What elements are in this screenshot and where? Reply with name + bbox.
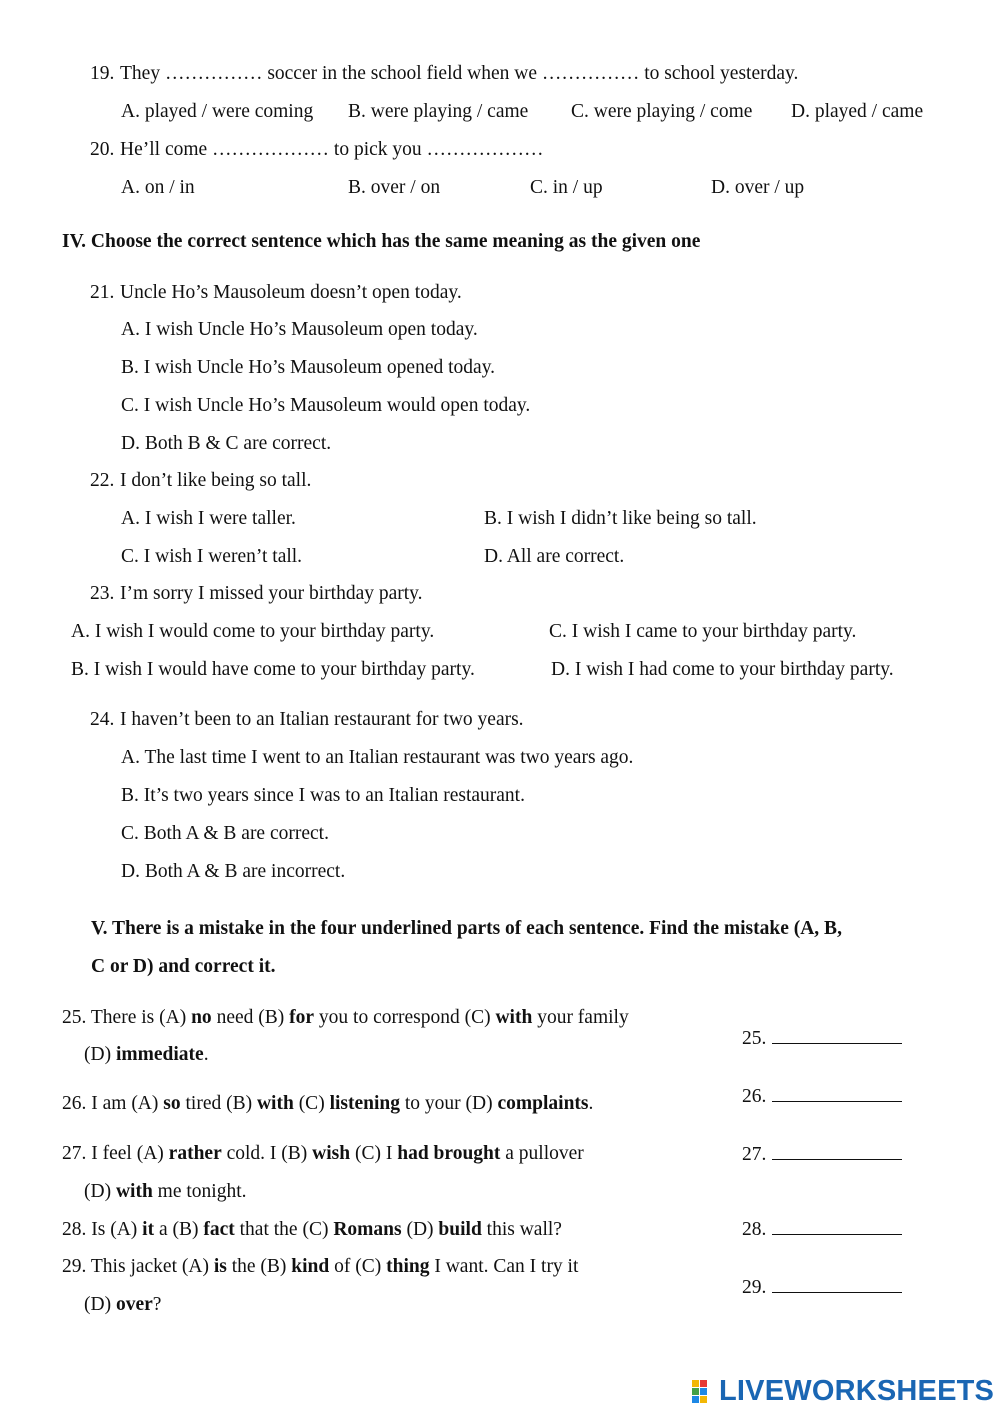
q20-option-d[interactable]: D. over / up (711, 177, 805, 198)
answer-28-blank[interactable] (772, 1216, 902, 1235)
question-number: 23. (90, 583, 115, 604)
question-stem: I’m sorry I missed your birthday party. (120, 583, 423, 604)
question-26: 26. I am (A) so tired (B) with (C) listening to your (D) complaints. (62, 1093, 594, 1114)
underlined-part-c: had brought (397, 1143, 501, 1164)
answer-29-blank[interactable] (772, 1274, 902, 1293)
q24-option-c[interactable]: C. Both A & B are correct. (121, 823, 329, 844)
answer-27-blank[interactable] (772, 1141, 902, 1160)
underlined-part-b: fact (203, 1219, 235, 1240)
question-number: 22. (90, 470, 115, 491)
answer-29: 29. (742, 1274, 902, 1300)
liveworksheets-logo-icon (692, 1378, 716, 1404)
question-21 (90, 281, 462, 305)
underlined-part-d: with (115, 1181, 153, 1202)
underlined-part-d: immediate (115, 1044, 204, 1065)
section-4-heading: IV. Choose the correct sentence which has the same meaning as the given one (62, 231, 701, 252)
question-22 (90, 469, 311, 493)
underlined-part-c: thing (386, 1256, 430, 1277)
brand-text: LIVEWORKSHEETS (719, 1374, 995, 1407)
underlined-part-d: build (438, 1219, 482, 1240)
answer-26: 26. (742, 1083, 902, 1109)
answer-26-blank[interactable] (772, 1083, 902, 1102)
q19-option-d[interactable]: D. played / came (791, 101, 924, 122)
q24-option-d[interactable]: D. Both A & B are incorrect. (121, 861, 346, 882)
liveworksheets-logo (692, 1376, 994, 1406)
q22-option-c[interactable]: C. I wish I weren’t tall. (121, 546, 303, 567)
underlined-part-d: over (115, 1294, 153, 1315)
question-number: 19. (90, 63, 115, 84)
q24-option-a[interactable]: A. The last time I went to an Italian restaurant was two years ago. (121, 747, 634, 768)
underlined-part-b: kind (291, 1256, 330, 1277)
question-number: 21. (90, 282, 115, 303)
q21-option-d[interactable]: D. Both B & C are correct. (121, 433, 332, 454)
q20-option-a[interactable]: A. on / in (121, 177, 195, 198)
question-27-line1: 27. I feel (A) rather cold. I (B) wish (C) I had brought a pullover (62, 1143, 584, 1164)
q19-option-b[interactable]: B. were playing / came (348, 101, 529, 122)
question-28: 28. Is (A) it a (B) fact that the (C) Romans (D) build this wall? (62, 1219, 562, 1240)
underlined-part-b: with (256, 1093, 294, 1114)
q20-option-c[interactable]: C. in / up (530, 177, 603, 198)
question-number: 24. (90, 709, 115, 730)
underlined-part-c: listening (329, 1093, 400, 1114)
q21-option-b[interactable]: B. I wish Uncle Ho’s Mausoleum opened today. (121, 357, 496, 378)
underlined-part-a: it (142, 1219, 155, 1240)
answer-25: 25. (742, 1025, 902, 1051)
q23-option-c[interactable]: C. I wish I came to your birthday party. (549, 621, 857, 642)
question-stem: He’ll come ……………… to pick you ……………… (120, 139, 544, 160)
underlined-part-a: no (191, 1007, 212, 1028)
question-25-line2: (D) immediate. (84, 1044, 209, 1065)
question-27-line2: (D) with me tonight. (84, 1181, 247, 1202)
question-29-line2: (D) over? (84, 1294, 162, 1315)
answer-27: 27. (742, 1141, 902, 1167)
q22-option-b[interactable]: B. I wish I didn’t like being so tall. (484, 508, 757, 529)
answer-28: 28. (742, 1216, 902, 1242)
question-23 (90, 582, 423, 606)
question-stem: I don’t like being so tall. (120, 470, 312, 491)
question-20 (90, 138, 544, 162)
q22-option-d[interactable]: D. All are correct. (484, 546, 625, 567)
q23-option-d[interactable]: D. I wish I had come to your birthday party. (551, 659, 894, 680)
question-stem: Uncle Ho’s Mausoleum doesn’t open today. (120, 282, 462, 303)
section-5-heading-line2: C or D) and correct it. (91, 956, 276, 977)
q21-option-c[interactable]: C. I wish Uncle Ho’s Mausoleum would open today. (121, 395, 531, 416)
underlined-part-a: rather (168, 1143, 222, 1164)
q19-option-a[interactable]: A. played / were coming (121, 101, 314, 122)
q21-option-a[interactable]: A. I wish Uncle Ho’s Mausoleum open today. (121, 319, 478, 340)
q22-option-a[interactable]: A. I wish I were taller. (121, 508, 296, 529)
underlined-part-b: for (289, 1007, 315, 1028)
question-19 (90, 62, 798, 86)
underlined-part-c: with (495, 1007, 533, 1028)
question-24 (90, 708, 524, 732)
question-29-line1: 29. This jacket (A) is the (B) kind of (C) thing I want. Can I try it (62, 1256, 579, 1277)
question-number: 20. (90, 139, 115, 160)
answer-25-blank[interactable] (772, 1025, 902, 1044)
question-stem: I haven’t been to an Italian restaurant for two years. (120, 709, 524, 730)
underlined-part-a: is (213, 1256, 227, 1277)
q20-option-b[interactable]: B. over / on (348, 177, 441, 198)
q23-option-a[interactable]: A. I wish I would come to your birthday party. (71, 621, 435, 642)
q24-option-b[interactable]: B. It’s two years since I was to an Italian restaurant. (121, 785, 525, 806)
underlined-part-d: complaints (497, 1093, 589, 1114)
q23-option-b[interactable]: B. I wish I would have come to your birthday party. (71, 659, 475, 680)
underlined-part-a: so (163, 1093, 181, 1114)
q19-option-c[interactable]: C. were playing / come (571, 101, 753, 122)
question-25-line1: 25. There is (A) no need (B) for you to correspond (C) with your family (62, 1007, 629, 1028)
question-stem: They …………… soccer in the school field when we …………… to school yesterday. (120, 63, 799, 84)
underlined-part-b: wish (312, 1143, 351, 1164)
section-5-heading-line1: V. There is a mistake in the four underlined parts of each sentence. Find the mistake (A, B, (91, 918, 842, 939)
underlined-part-c: Romans (333, 1219, 402, 1240)
